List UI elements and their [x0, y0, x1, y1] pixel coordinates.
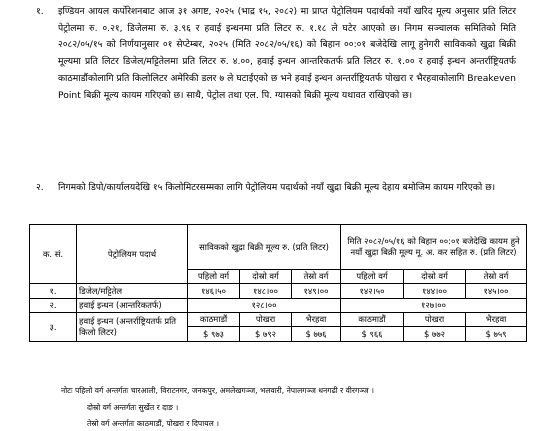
paragraph-text: इण्डियन आयल कर्पोरेशनबाट आज ३१ अगष्ट, २०२५ (भाद्र १५, २०८२) मा प्राप्त पेट्रोलियम पदार्थको नयाँ खरिद मूल्य अनुसार प्रति लिटर पेट्रोलमा रु. ०.२१, डिजेलमा रु. ३.९६ र हवाई इन्धनमा प्रति लिटर रु. १.१८ ले घटेर आएको छ। निगम सञ्चालक समितिको मिति २०८२/०५/१५ को निर्णयानुसार ०१ सेप्टेम्बर, २०२५ (मिति २०८२/०५/१६) को बिहान ००:०१ बजेदेखि लागू हुनेगरी साविकको खुद्रा बिक्री मूल्यमा प्रति लिटर डिजेल/मट्टितेलमा प्रति लिटर रु. ४.००, हवाई इन्धन आन्तरिकतर्फ प्रति लिटर रु. १.०० र हवाई इन्धन अन्तर्राष्ट्रियतर्फ काठमाडौंकोलागि प्रति किलोलिटर अमेरिकी डलर ७ ले घटाईएको छ भने हवाई इन्धन अन्तर्राष्ट्रियतर्फ पोखरा र भैरहवाकोलागि Breakeven Point बिक्री मूल्य कायम गरिएको छ। साथै, पेट्रोल तथा एल. पि. ग्यासको बिक्री मूल्य यथावत राखिएको छ।: [58, 6, 516, 101]
price-cell: १२७।००: [341, 299, 527, 313]
note-line: नोटः पहिलो वर्ग अन्तर्गतः चारआली, विराटनगर, जनकपुर, अमलेखगञ्ज, भलवारी, नेपालगञ्ज धनगढी र वीरगञ्ज ।: [61, 386, 374, 395]
note-line: तेस्रो वर्ग अन्तर्गतः काठमाडौं, पोखरा र दिपायल ।: [87, 419, 220, 428]
subheader-cell: पहिलो वर्ग: [188, 270, 240, 284]
subheader-cell: तेस्रो वर्ग: [292, 270, 341, 284]
price-cell: १४९।००: [292, 284, 341, 299]
row-serial: १.: [30, 284, 77, 299]
subheader-cell: तेस्रो वर्ग: [466, 270, 527, 284]
subheader-cell: दोस्रो वर्ग: [240, 270, 292, 284]
paragraph-number: २.: [36, 182, 44, 193]
price-cell: $ ९६६: [341, 327, 404, 342]
paragraph-1: [36, 4, 516, 104]
subheader-cell: दोस्रो वर्ग: [404, 270, 466, 284]
header-serial: क. सं.: [30, 225, 77, 284]
place-cell: काठमाडौं: [341, 313, 404, 327]
row-serial: २.: [30, 299, 77, 313]
header-product: पेट्रोलियम पदार्थ: [77, 225, 188, 284]
price-cell: १२८।००: [188, 299, 341, 313]
header-old-price: साविकको खुद्रा बिक्री मूल्य रु. (प्रति लिटर): [188, 225, 341, 270]
table-row: [30, 284, 527, 299]
header-new-price: मिति २०८२/०५/१६ को बिहान ००:०१ बजेदेखि कायम हुने नयाँ खुद्रा बिक्री मूल्य मू. अ. कर सहित रु. (प्रति लिटर): [341, 225, 527, 270]
paragraph-text: निगमको डिपो/कार्यालयदेखि १५ किलोमिटरसम्मका लागि पेट्रोलियम पदार्थको नयाँ खुद्रा बिक्री मूल्य देहाय बमोजिम कायम गरिएको छ।: [58, 182, 496, 193]
place-cell: भैरहवा: [466, 313, 527, 327]
price-cell: १४६।५०: [188, 284, 240, 299]
row-product: हवाई इन्धन (अन्तर्राष्ट्रियतर्फ प्रति किलो लिटर): [77, 313, 188, 342]
row-serial: ३.: [30, 313, 77, 342]
price-cell: १४४।००: [404, 284, 466, 299]
place-cell: भैरहवा: [292, 313, 341, 327]
table-row: [30, 299, 527, 313]
subheader-cell: पहिलो वर्ग: [341, 270, 404, 284]
place-cell: पोखरा: [240, 313, 292, 327]
price-cell: $ ७९२: [240, 327, 292, 342]
table-header-row: [30, 225, 527, 270]
price-cell: १४२।५०: [341, 284, 404, 299]
row-product: हवाई इन्धन (आन्तरिकतर्फ): [77, 299, 188, 313]
place-cell: काठमाडौं: [188, 313, 240, 327]
price-cell: $ ७७२: [404, 327, 466, 342]
note-line: दोस्रो वर्ग अन्तर्गतः सुर्खेत र दाङ ।: [87, 403, 179, 412]
table-row-places: [30, 313, 527, 327]
price-table: [29, 224, 527, 342]
price-cell: १४५।००: [466, 284, 527, 299]
price-cell: $ ७७६: [292, 327, 341, 342]
place-cell: पोखरा: [404, 313, 466, 327]
paragraph-2: [36, 180, 516, 197]
price-cell: १४८।००: [240, 284, 292, 299]
row-product: डिजेल/मट्टितेल: [77, 284, 188, 299]
price-cell: $ ९७३: [188, 327, 240, 342]
paragraph-number: १.: [36, 6, 44, 17]
price-cell: $ ७५९: [466, 327, 527, 342]
